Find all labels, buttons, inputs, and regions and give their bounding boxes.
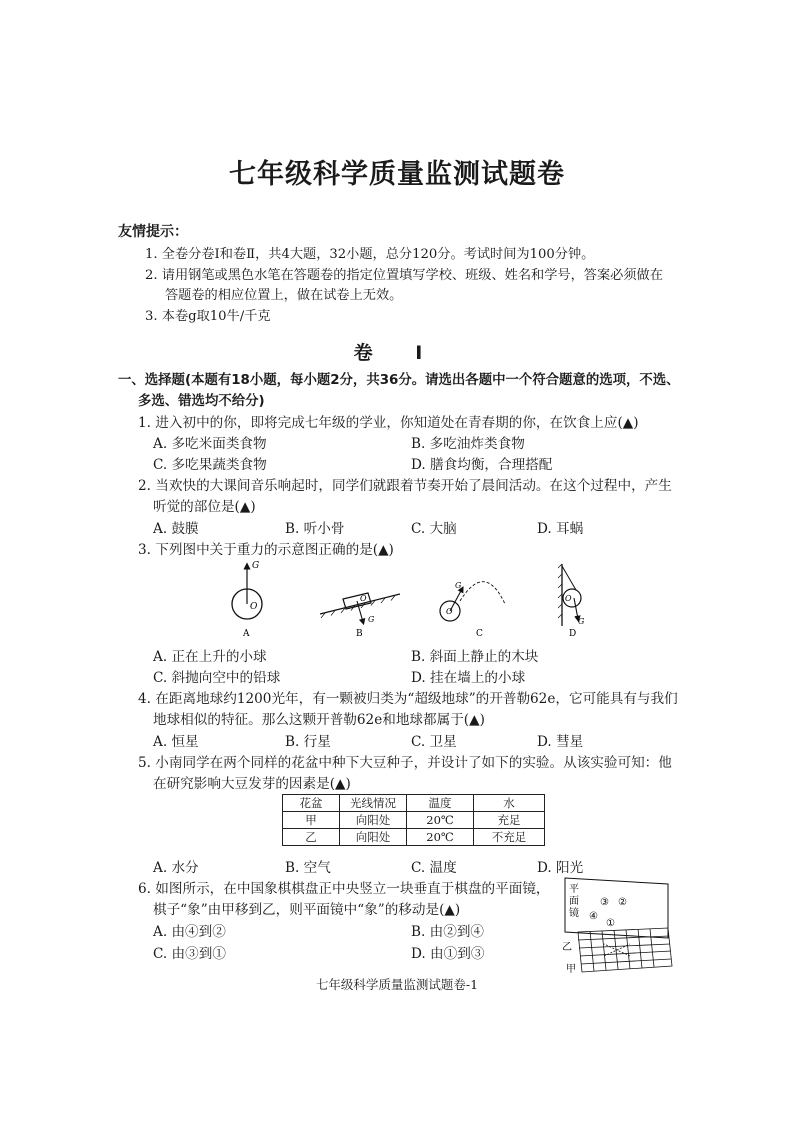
section-title: 卷 Ⅰ	[353, 342, 441, 364]
mark-2: ②	[618, 897, 627, 908]
question-1: 1. 进入初中的你，即将完成七年级的学业，你知道处在青春期的你，在饮食上应(▲)	[138, 415, 639, 431]
tip-item-2-cont: 答题卷的相应位置上，做在试卷上无效。	[165, 288, 403, 303]
q2-option-b: B. 听小骨	[285, 521, 345, 537]
page-title: 七年级科学质量监测试题卷	[229, 159, 565, 190]
q3-option-d: D. 挂在墙上的小球	[411, 670, 526, 686]
q4-option-c: C. 卫星	[411, 734, 457, 750]
question-3: 3. 下列图中关于重力的示意图正确的是(▲)	[138, 542, 394, 558]
chessboard	[578, 928, 672, 972]
q5-option-a: A. 水分	[153, 860, 199, 876]
q2-option-c: C. 大脑	[411, 521, 457, 537]
tip-item-3: 3. 本卷g取10牛/千克	[145, 309, 271, 324]
tips-heading: 友情提示：	[118, 224, 188, 240]
figure-b-force-label: G	[368, 615, 375, 624]
figure-b-center-label: O	[360, 594, 367, 603]
tip-item-2: 2. 请用钢笔或黑色水笔在答题卷的指定位置填写学校、班级、姓名和学号，答案必须做在	[145, 268, 663, 283]
part1-heading-cont: 多选、错选均不给分)	[138, 394, 265, 409]
page-footer: 七年级科学质量监测试题卷-1	[315, 977, 479, 992]
question-4-cont: 地球相似的特征。那么这颗开普勒62e和地球都属于(▲)	[153, 712, 485, 728]
figure-a-center-label: O	[250, 602, 258, 612]
q6-option-b: B. 由②到④	[411, 924, 485, 940]
figure-c-center-label: O	[446, 607, 453, 616]
table-row	[283, 812, 545, 829]
q1-option-c: C. 多吃果蔬类食物	[153, 457, 267, 473]
mirror-label-1: 平	[569, 884, 579, 895]
q6-figure	[560, 876, 680, 974]
figure-d-label: D	[569, 629, 577, 639]
q1-option-d: D. 膳食均衡，合理搭配	[411, 457, 553, 473]
table-header-row	[283, 795, 545, 812]
figure-a-label: A	[243, 629, 250, 639]
figure-c-force-label: G	[455, 581, 462, 590]
mark-3: ③	[600, 897, 609, 908]
figure-b-label: B	[356, 629, 363, 639]
q4-option-d: D. 彗星	[537, 734, 584, 750]
figure-a-force-label: G	[252, 561, 260, 571]
question-5: 5. 小南同学在两个同样的花盆中种下大豆种子，并设计了如下的实验。从该实验可知：他	[138, 755, 672, 771]
q1-option-b: B. 多吃油炸类食物	[411, 436, 525, 452]
q6-option-a: A. 由④到②	[153, 924, 226, 940]
figure-c-thrown-shot	[440, 581, 505, 639]
table-cell: 不充足	[474, 829, 545, 846]
mark-4: ④	[589, 911, 598, 922]
figure-c-label: C	[476, 629, 483, 639]
figure-b-block-on-incline	[320, 593, 400, 639]
table-header-cell: 温度	[407, 795, 474, 812]
table-header-cell: 光线情况	[340, 795, 407, 812]
table-cell: 向阳处	[340, 812, 407, 829]
question-5-cont: 在研究影响大豆发芽的因素是(▲)	[153, 776, 351, 792]
q3-option-a: A. 正在上升的小球	[153, 649, 267, 665]
question-4: 4. 在距离地球约1200光年，有一颗被归类为“超级地球”的开普勒62e，它可能具有与我们	[138, 691, 678, 707]
table-header-cell: 花盆	[283, 795, 340, 812]
figure-a-rising-ball	[232, 561, 262, 639]
position-jia-label: 甲	[566, 964, 576, 974]
q6-option-c: C. 由③到①	[153, 946, 226, 962]
q5-option-b: B. 空气	[285, 860, 331, 876]
q2-option-a: A. 鼓膜	[153, 521, 199, 537]
table-cell: 乙	[283, 829, 340, 846]
tip-item-1: 1. 全卷分卷Ⅰ和卷Ⅱ，共4大题，32小题，总分120分。考试时间为100分钟。	[145, 247, 595, 262]
figure-d-center-label: O	[565, 594, 572, 603]
mirror-label-2: 面	[569, 896, 579, 907]
q3-option-b: B. 斜面上静止的木块	[411, 649, 539, 665]
q4-option-a: A. 恒星	[153, 734, 199, 750]
table-header-cell: 水	[474, 795, 545, 812]
q5-option-c: C. 温度	[411, 860, 457, 876]
position-yi-label: 乙	[562, 942, 572, 953]
q5-table	[282, 794, 545, 846]
q2-option-d: D. 耳蜗	[537, 521, 584, 537]
question-6-cont: 棋子“象”由甲移到乙，则平面镜中“象”的移动是(▲)	[153, 902, 461, 918]
question-2: 2. 当欢快的大课间音乐响起时，同学们就跟着节奏开始了晨间活动。在这个过程中，产生	[138, 478, 672, 494]
q6-option-d: D. 由①到③	[411, 946, 485, 962]
table-cell: 20℃	[407, 829, 474, 846]
q1-option-a: A. 多吃米面类食物	[153, 436, 267, 452]
q3-figure	[210, 556, 600, 640]
part1-heading: 一、选择题(本题有18小题，每小题2分，共36分。请选出各题中一个符合题意的选项，不选、	[118, 373, 680, 388]
mark-1: ①	[606, 918, 615, 929]
table-row	[283, 829, 545, 846]
figure-d-force-label: G	[578, 617, 585, 626]
q5-option-d: D. 阳光	[537, 860, 584, 876]
table-cell: 20℃	[407, 812, 474, 829]
q4-option-b: B. 行星	[285, 734, 331, 750]
figure-d-hanging-ball	[558, 564, 585, 639]
mirror-label-3: 镜	[569, 908, 579, 919]
question-6: 6. 如图所示，在中国象棋棋盘正中央竖立一块垂直于棋盘的平面镜，	[138, 881, 550, 897]
table-cell: 向阳处	[340, 829, 407, 846]
q3-option-c: C. 斜抛向空中的铅球	[153, 670, 281, 686]
table-cell: 甲	[283, 812, 340, 829]
table-cell: 充足	[474, 812, 545, 829]
question-2-cont: 听觉的部位是(▲)	[153, 499, 256, 515]
